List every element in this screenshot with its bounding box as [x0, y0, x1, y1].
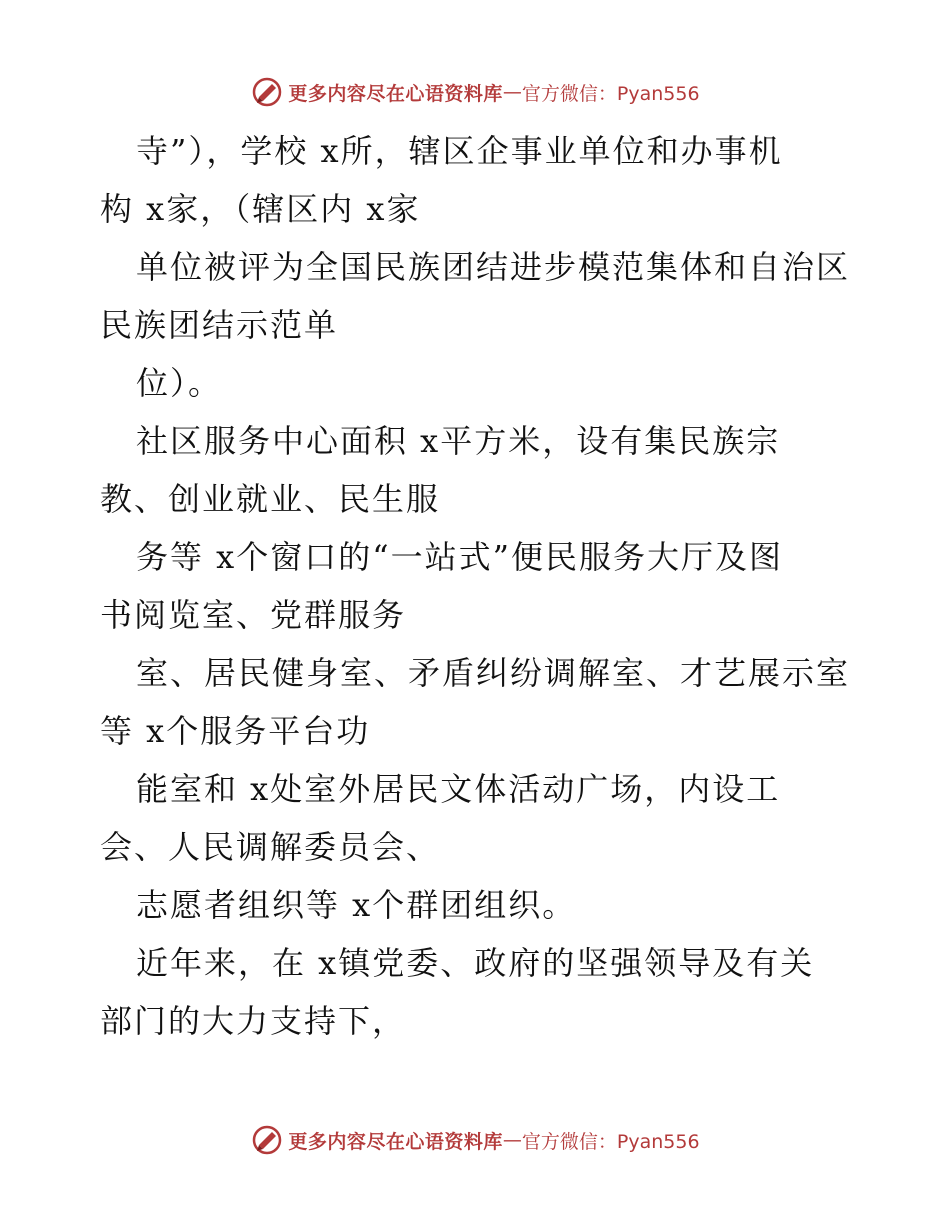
document-body	[100, 122, 860, 1050]
body-line: 民族团结示范单	[100, 306, 339, 344]
body-line: 室、居民健身室、矛盾纠纷调解室、才艺展示室	[136, 654, 851, 692]
body-line: 部门的大力支持下，	[100, 1002, 407, 1040]
body-line: 寺”），学校 x所，辖区企事业单位和办事机	[136, 132, 783, 170]
body-line: 教、创业就业、民生服	[100, 480, 441, 518]
body-line: 社区服务中心面积 x平方米，设有集民族宗	[136, 422, 781, 460]
body-line: 志愿者组织等 x个群团组织。	[136, 886, 577, 924]
body-line: 能室和 x处室外居民文体活动广场，内设工	[136, 770, 781, 808]
banner-title: 更多内容尽在心语资料库	[288, 82, 503, 105]
banner-title: 更多内容尽在心语资料库	[288, 1130, 503, 1153]
body-line: 近年来，在 x镇党委、政府的坚强领导及有关	[136, 944, 815, 982]
body-line: 位）。	[136, 364, 223, 402]
body-line: 书阅览室、党群服务	[100, 596, 407, 634]
banner-dash: —	[502, 81, 522, 103]
body-line: 等 x个服务平台功	[100, 712, 371, 750]
body-line: 务等 x个窗口的“一站式”便民服务大厅及图	[136, 538, 783, 576]
footer-banner	[0, 1120, 950, 1160]
header-banner	[0, 72, 950, 112]
pen-logo-icon	[250, 75, 284, 109]
body-line: 构 x家，（辖区内 x家	[100, 190, 421, 228]
banner-wechat: 官方微信：Pyan556	[521, 82, 700, 105]
banner-wechat: 官方微信：Pyan556	[521, 1130, 700, 1153]
banner-dash: —	[502, 1129, 522, 1151]
pen-logo-icon	[250, 1123, 284, 1157]
body-line: 单位被评为全国民族团结进步模范集体和自治区	[136, 248, 851, 286]
body-line: 会、人民调解委员会、	[100, 828, 441, 866]
